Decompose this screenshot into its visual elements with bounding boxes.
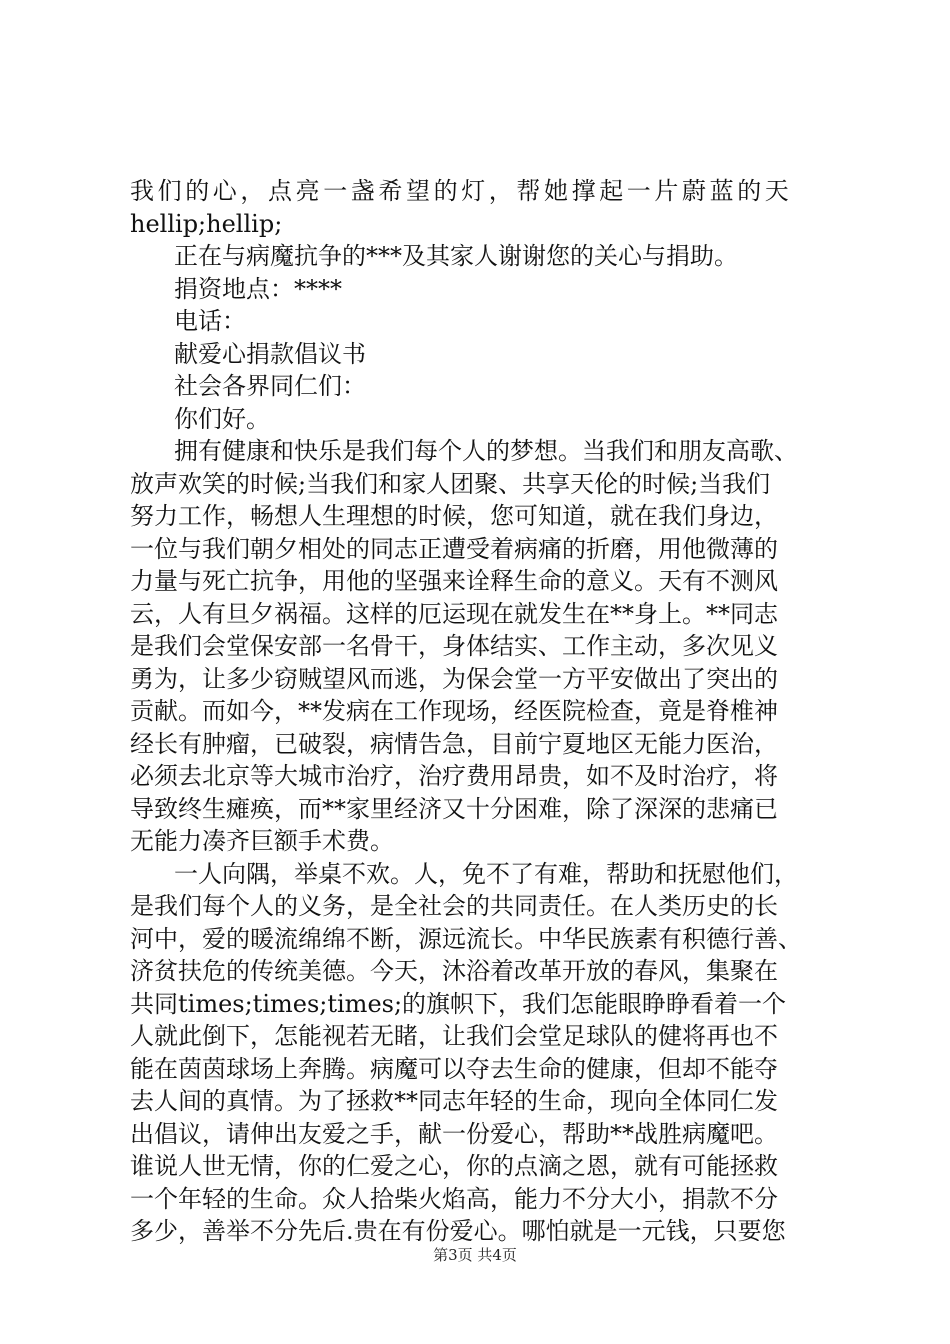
- text-line: 是我们每个人的义务，是全社会的共同责任。在人类历史的长: [130, 892, 778, 920]
- text-line: 放声欢笑的时候;当我们和家人团聚、共享天伦的时候;当我们: [130, 469, 771, 498]
- text-line: 出倡议，请伸出友爱之手，献一份爱心，帮助**战胜病魔吧。: [130, 1119, 778, 1148]
- text-line: 贡献。而如今，**发病在工作现场，经医院检查，竟是脊椎神: [130, 697, 778, 725]
- text-line: 云，人有旦夕祸福。这样的厄运现在就发生在**身上。**同志: [130, 599, 778, 628]
- text-line: 我们的心，点亮一盏希望的灯，帮她撑起一片蔚蓝的天: [130, 177, 793, 205]
- text-line: 多少，善举不分先后.贵在有份爱心。哪怕就是一元钱，只要您: [130, 1217, 786, 1245]
- text-line: 共同times;times;times;的旗帜下，我们怎能眼睁睁看着一个: [130, 989, 787, 1018]
- text-line: 电话：: [174, 307, 246, 335]
- text-line: 经长有肿瘤，已破裂，病情告急，目前宁夏地区无能力医治，: [130, 729, 778, 758]
- text-line: 一位与我们朝夕相处的同志正遭受着病痛的折磨，用他微薄的: [130, 534, 778, 563]
- text-line: 一人向隅，举桌不欢。人，免不了有难，帮助和抚慰他们，: [174, 859, 798, 888]
- text-line: 力量与死亡抗争，用他的坚强来诠释生命的意义。天有不测风: [130, 567, 778, 595]
- text-line: 献爱心捐款倡议书: [174, 339, 366, 368]
- text-line: 努力工作，畅想人生理想的时候，您可知道，就在我们身边，: [130, 502, 778, 530]
- text-line: hellip;hellip;: [130, 209, 283, 238]
- text-line: 必须去北京等大城市治疗，治疗费用昂贵，如不及时治疗，将: [130, 762, 778, 790]
- page-footer: [0, 1244, 950, 1265]
- page-number-label: 第3页 共4页: [433, 1246, 517, 1264]
- text-line: 人就此倒下，怎能视若无睹，让我们会堂足球队的健将再也不: [130, 1022, 778, 1050]
- text-line: 一个年轻的生命。众人拾柴火焰高，能力不分大小，捐款不分: [130, 1184, 778, 1213]
- text-line: 河中，爱的暖流绵绵不断，源远流长。中华民族素有积德行善、: [130, 924, 802, 953]
- text-line: 勇为，让多少窃贼望风而逃，为保会堂一方平安做出了突出的: [130, 664, 778, 693]
- text-line: 无能力凑齐巨额手术费。: [130, 827, 394, 855]
- text-line: 能在茵茵球场上奔腾。病魔可以夺去生命的健康，但却不能夺: [130, 1054, 778, 1083]
- text-line: 济贫扶危的传统美德。今天，沐浴着改革开放的春风，集聚在: [130, 957, 778, 985]
- text-line: 是我们会堂保安部一名骨干，身体结实、工作主动，多次见义: [130, 632, 778, 660]
- text-line: 拥有健康和快乐是我们每个人的梦想。当我们和朋友高歌、: [174, 437, 798, 465]
- text-line: 你们好。: [174, 404, 270, 433]
- text-line: 导致终生瘫痪，而**家里经济又十分困难，除了深深的悲痛已: [130, 794, 778, 823]
- document-body: [130, 175, 830, 1248]
- text-line: 社会各界同仁们：: [174, 372, 366, 400]
- text-line: 正在与病魔抗争的***及其家人谢谢您的关心与捐助。: [174, 242, 738, 270]
- text-line: 捐资地点：****: [174, 274, 342, 303]
- text-line: 去人间的真情。为了拯救**同志年轻的生命，现向全体同仁发: [130, 1087, 778, 1115]
- text-line: 谁说人世无情，你的仁爱之心，你的点滴之恩，就有可能拯救: [130, 1152, 778, 1180]
